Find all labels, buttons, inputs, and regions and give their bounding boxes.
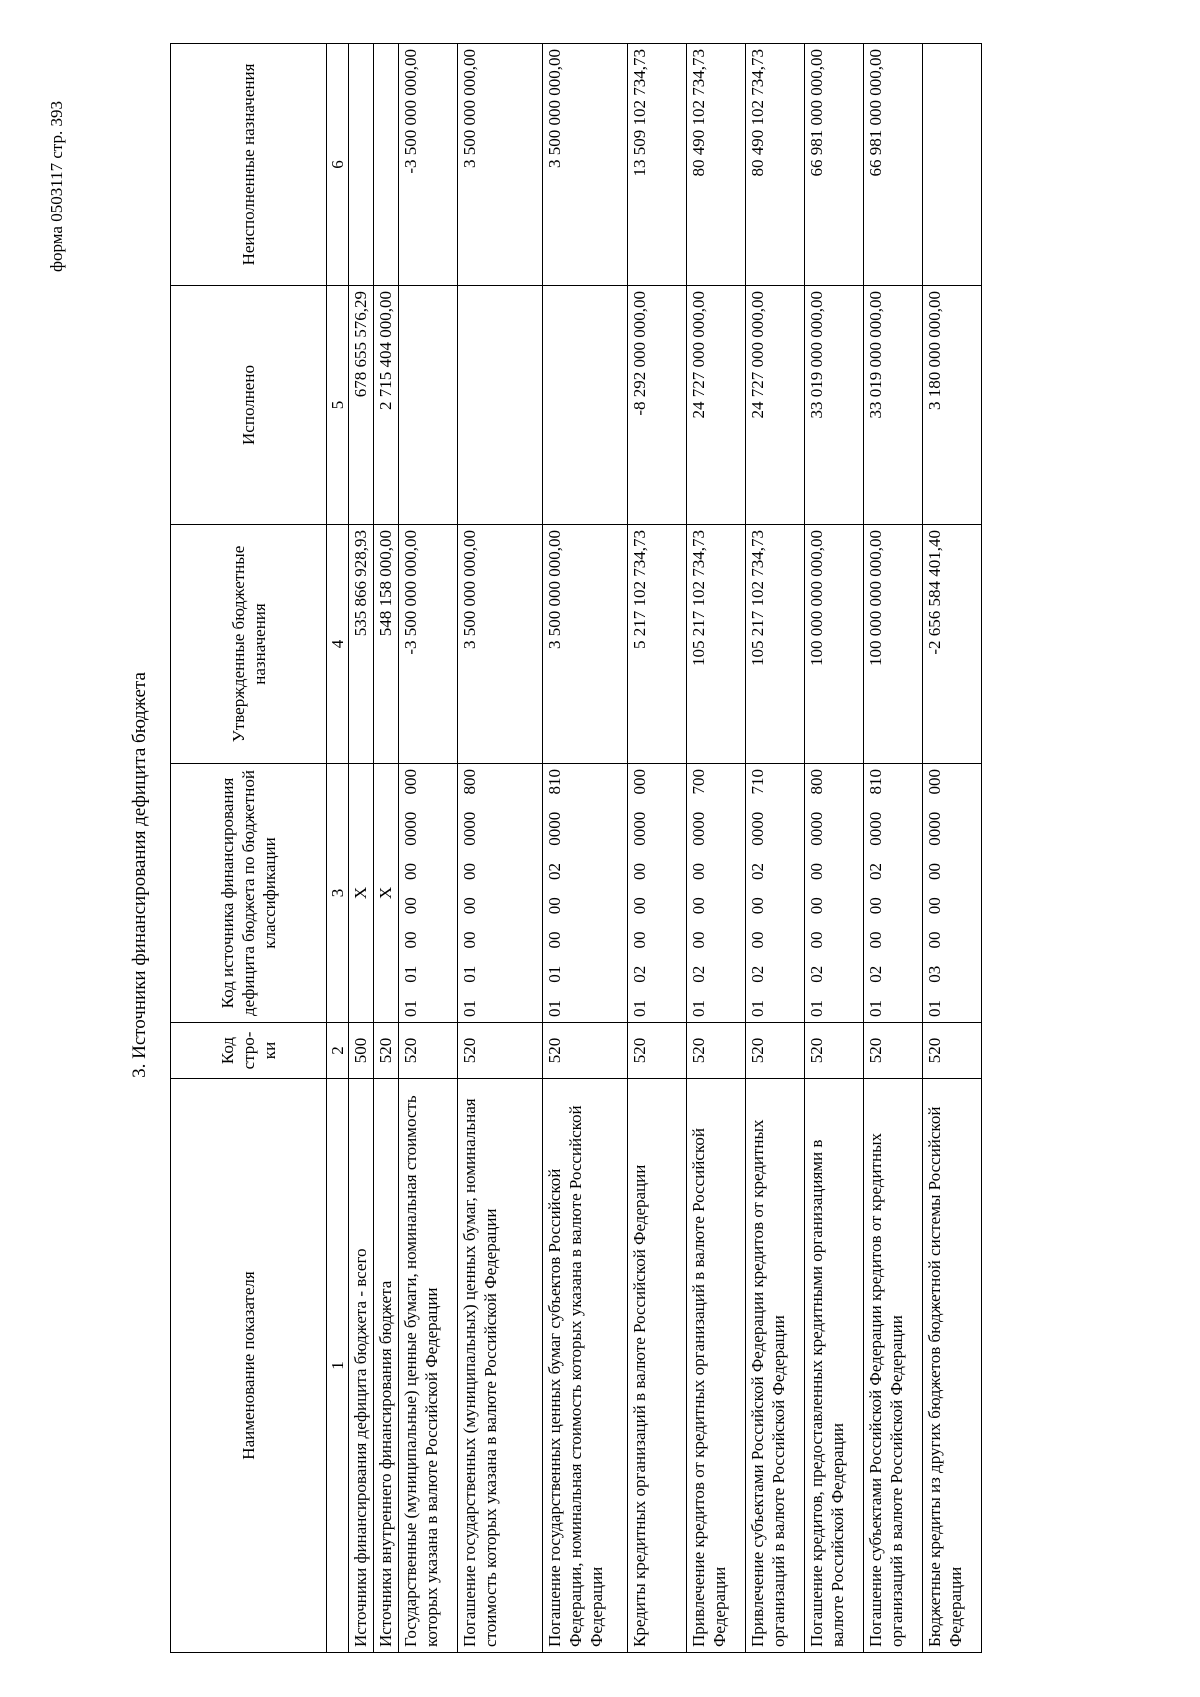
executed-amount: 3 180 000 000,00 bbox=[923, 286, 982, 525]
indicator-name: Привлечение кредитов от кредитных организаций в валюте Российской Федерации bbox=[687, 1079, 746, 1653]
executed-amount: 33 019 000 000,00 bbox=[864, 286, 923, 525]
indicator-name: Погашение государственных (муниципальных) ценных бумаг, номинальная стоимость которых указана в валюте Российской Федерации bbox=[458, 1079, 543, 1653]
financing-sources-table-wrapper bbox=[170, 44, 1041, 1653]
line-code: 520 bbox=[628, 1023, 687, 1079]
column-number: 3 bbox=[327, 764, 349, 1023]
approved-amount: 100 000 000 000,00 bbox=[805, 525, 864, 764]
column-number: 1 bbox=[327, 1079, 349, 1653]
executed-amount: 678 655 576,29 bbox=[349, 286, 374, 525]
unexecuted-amount: 66 981 000 000,00 bbox=[805, 44, 864, 286]
section-title: 3. Источники финансирования дефицита бюджета bbox=[129, 672, 150, 1078]
table-row bbox=[458, 44, 543, 1653]
line-code: 500 bbox=[349, 1023, 374, 1079]
executed-amount: 33 019 000 000,00 bbox=[805, 286, 864, 525]
source-code: 01 02 00 00 00 0000 000 bbox=[628, 764, 687, 1023]
indicator-name: Погашение субъектами Российской Федерации кредитов от кредитных организаций в валюте Российской Федерации bbox=[864, 1079, 923, 1653]
column-number-row bbox=[327, 44, 349, 1653]
unexecuted-amount: -3 500 000 000,00 bbox=[399, 44, 458, 286]
source-code: X bbox=[374, 764, 399, 1023]
indicator-name: Погашение кредитов, предоставленных кредитными организациями в валюте Российской Федерации bbox=[805, 1079, 864, 1653]
source-code: 01 03 00 00 00 0000 000 bbox=[923, 764, 982, 1023]
header-row bbox=[171, 44, 327, 1653]
table-row bbox=[923, 44, 982, 1653]
approved-amount: 3 500 000 000,00 bbox=[543, 525, 628, 764]
header-unexecuted: Неисполненные назначения bbox=[171, 44, 327, 286]
unexecuted-amount: 80 490 102 734,73 bbox=[687, 44, 746, 286]
executed-amount: -8 292 000 000,00 bbox=[628, 286, 687, 525]
line-code: 520 bbox=[458, 1023, 543, 1079]
executed-amount: 24 727 000 000,00 bbox=[746, 286, 805, 525]
indicator-name: Кредиты кредитных организаций в валюте Российской Федерации bbox=[628, 1079, 687, 1653]
unexecuted-amount: 80 490 102 734,73 bbox=[746, 44, 805, 286]
approved-amount: 100 000 000 000,00 bbox=[864, 525, 923, 764]
executed-amount bbox=[399, 286, 458, 525]
header-source-code: Код источника финансирования дефицита бюджета по бюджетной классификации bbox=[171, 764, 327, 1023]
source-code: X bbox=[349, 764, 374, 1023]
approved-amount: 105 217 102 734,73 bbox=[746, 525, 805, 764]
table-row bbox=[628, 44, 687, 1653]
unexecuted-amount: 3 500 000 000,00 bbox=[543, 44, 628, 286]
header-executed: Исполнено bbox=[171, 286, 327, 525]
source-code: 01 01 00 00 00 0000 800 bbox=[458, 764, 543, 1023]
indicator-name: Привлечение субъектами Российской Федерации кредитов от кредитных организаций в валюте Российской Федерации bbox=[746, 1079, 805, 1653]
column-number: 5 bbox=[327, 286, 349, 525]
table-row bbox=[746, 44, 805, 1653]
approved-amount: -2 656 584 401,40 bbox=[923, 525, 982, 764]
table-row bbox=[543, 44, 628, 1653]
source-code: 01 02 00 00 00 0000 700 bbox=[687, 764, 746, 1023]
header-indicator-name: Наименование показателя bbox=[171, 1079, 327, 1653]
executed-amount bbox=[543, 286, 628, 525]
table-row bbox=[349, 44, 374, 1653]
unexecuted-amount: 66 981 000 000,00 bbox=[864, 44, 923, 286]
line-code: 520 bbox=[864, 1023, 923, 1079]
form-reference: форма 0503117 стр. 393 bbox=[47, 101, 66, 272]
line-code: 520 bbox=[399, 1023, 458, 1079]
executed-amount: 24 727 000 000,00 bbox=[687, 286, 746, 525]
line-code: 520 bbox=[746, 1023, 805, 1079]
unexecuted-amount bbox=[923, 44, 982, 286]
source-code: 01 02 00 00 02 0000 710 bbox=[746, 764, 805, 1023]
table-row bbox=[687, 44, 746, 1653]
line-code: 520 bbox=[805, 1023, 864, 1079]
column-number: 4 bbox=[327, 525, 349, 764]
source-code: 01 02 00 00 02 0000 810 bbox=[864, 764, 923, 1023]
unexecuted-amount bbox=[374, 44, 399, 286]
line-code: 520 bbox=[687, 1023, 746, 1079]
executed-amount: 2 715 404 000,00 bbox=[374, 286, 399, 525]
approved-amount: -3 500 000 000,00 bbox=[399, 525, 458, 764]
table-row bbox=[864, 44, 923, 1653]
approved-amount: 3 500 000 000,00 bbox=[458, 525, 543, 764]
indicator-name: Погашение государственных ценных бумаг субъектов Российской Федерации, номинальная стоимость которых указана в валюте Российской Федерации bbox=[543, 1079, 628, 1653]
indicator-name: Государственные (муниципальные) ценные бумаги, номинальная стоимость которых указана в валюте Российской Федерации bbox=[399, 1079, 458, 1653]
approved-amount: 548 158 000,00 bbox=[374, 525, 399, 764]
source-code: 01 01 00 00 02 0000 810 bbox=[543, 764, 628, 1023]
indicator-name: Бюджетные кредиты из других бюджетов бюджетной системы Российской Федерации bbox=[923, 1079, 982, 1653]
table-row bbox=[399, 44, 458, 1653]
approved-amount: 5 217 102 734,73 bbox=[628, 525, 687, 764]
column-number: 2 bbox=[327, 1023, 349, 1079]
executed-amount bbox=[458, 286, 543, 525]
financing-sources-table bbox=[170, 43, 982, 1653]
table-row bbox=[805, 44, 864, 1653]
line-code: 520 bbox=[374, 1023, 399, 1079]
approved-amount: 105 217 102 734,73 bbox=[687, 525, 746, 764]
unexecuted-amount bbox=[349, 44, 374, 286]
line-code: 520 bbox=[923, 1023, 982, 1079]
source-code: 01 01 00 00 00 0000 000 bbox=[399, 764, 458, 1023]
unexecuted-amount: 13 509 102 734,73 bbox=[628, 44, 687, 286]
header-approved: Утвержденные бюджетные назначения bbox=[171, 525, 327, 764]
source-code: 01 02 00 00 00 0000 800 bbox=[805, 764, 864, 1023]
unexecuted-amount: 3 500 000 000,00 bbox=[458, 44, 543, 286]
approved-amount: 535 866 928,93 bbox=[349, 525, 374, 764]
column-number: 6 bbox=[327, 44, 349, 286]
line-code: 520 bbox=[543, 1023, 628, 1079]
indicator-name: Источники финансирования дефицита бюджета - всего bbox=[349, 1079, 374, 1653]
indicator-name: Источники внутреннего финансирования бюджета bbox=[374, 1079, 399, 1653]
header-line-code: Код стро-ки bbox=[171, 1023, 327, 1079]
table-row bbox=[374, 44, 399, 1653]
